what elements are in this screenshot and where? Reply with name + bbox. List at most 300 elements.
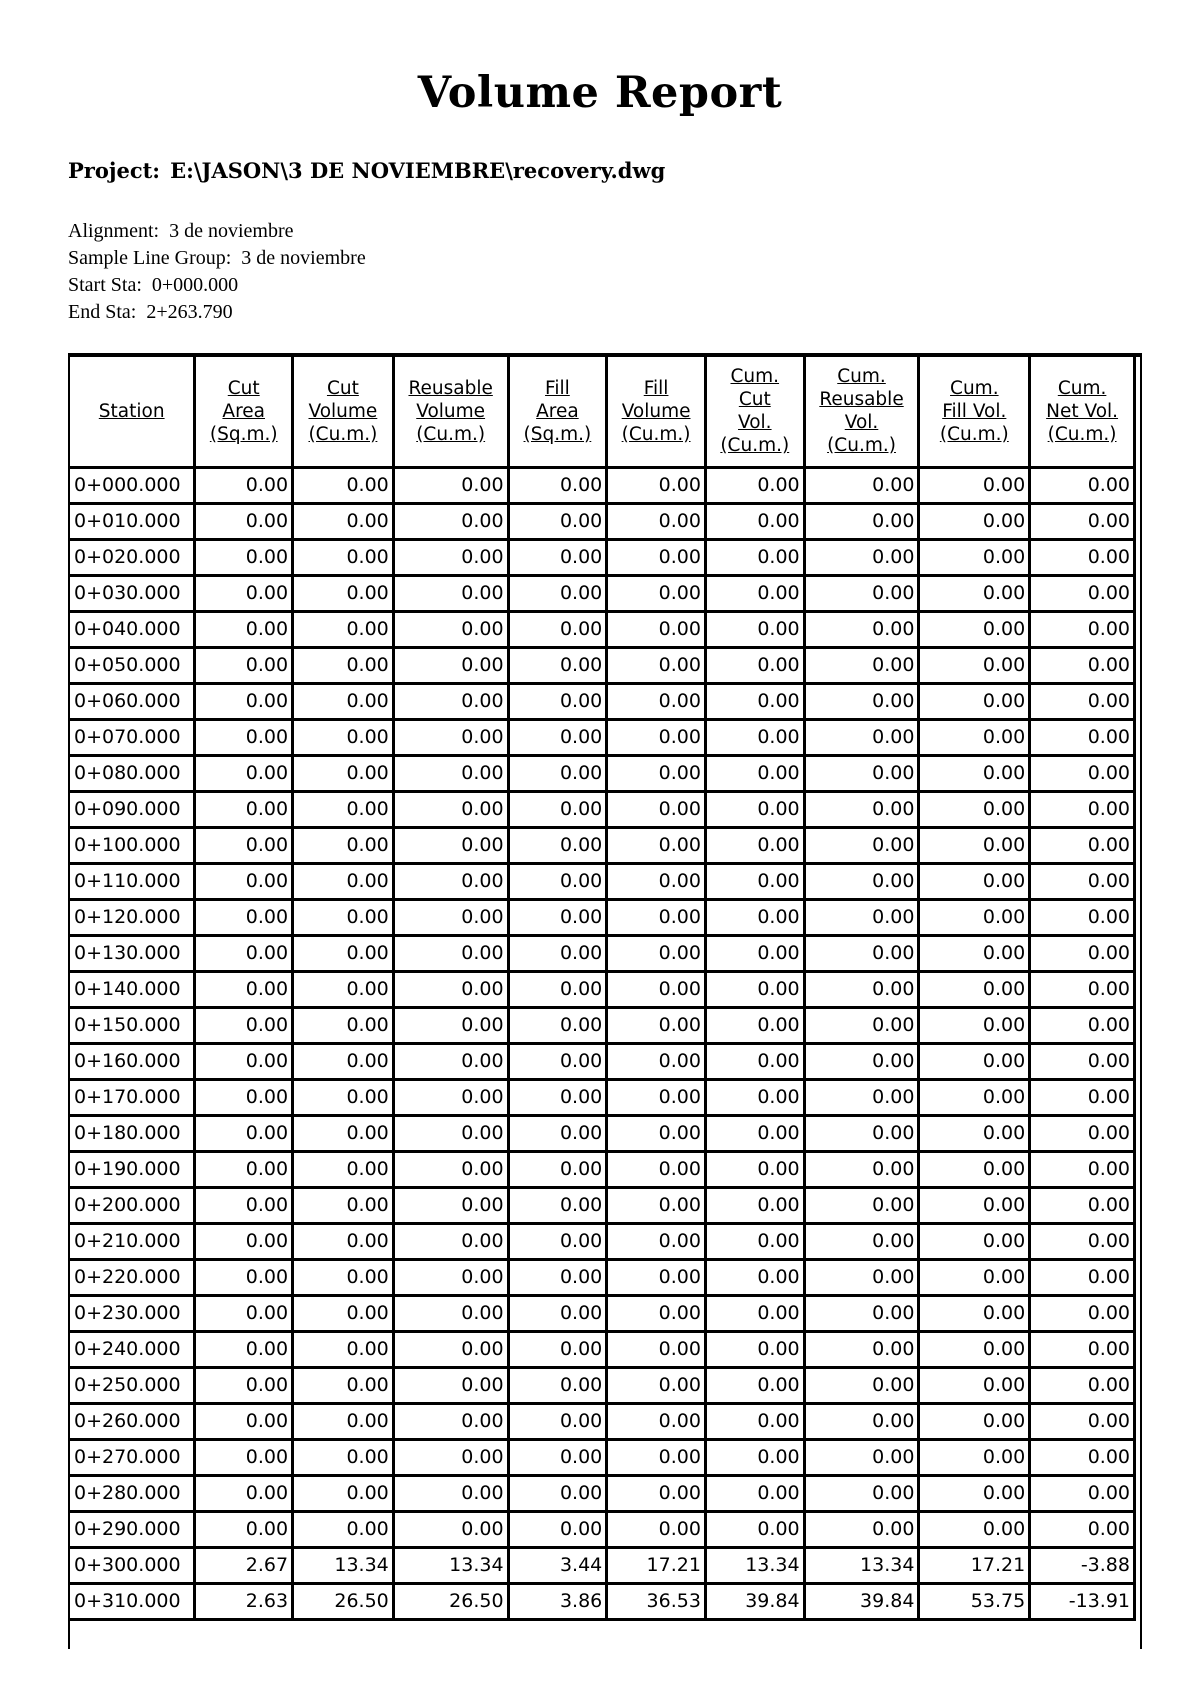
value-cell-cum-reusable-vol: 0.00 <box>804 611 919 647</box>
table-row <box>70 539 1135 575</box>
value-cell-fill-area: 0.00 <box>508 1367 607 1403</box>
value-cell-fill-area: 0.00 <box>508 1259 607 1295</box>
value-cell-cum-cut-vol: 0.00 <box>705 467 804 503</box>
value-cell-fill-area: 3.86 <box>508 1583 607 1619</box>
value-cell-cum-fill-vol: 0.00 <box>919 935 1030 971</box>
value-cell-cum-fill-vol: 0.00 <box>919 1439 1030 1475</box>
value-cell-cum-reusable-vol: 0.00 <box>804 899 919 935</box>
value-cell-reusable-volume: 0.00 <box>393 1043 508 1079</box>
value-cell-reusable-volume: 0.00 <box>393 1007 508 1043</box>
station-cell: 0+280.000 <box>70 1475 195 1511</box>
table-row <box>70 1043 1135 1079</box>
value-cell-fill-area: 0.00 <box>508 467 607 503</box>
table-row <box>70 1331 1135 1367</box>
column-header-line: Fill Vol. <box>942 400 1007 422</box>
column-header-cut-area <box>195 357 293 467</box>
column-header-line: (Cu.m.) <box>939 423 1009 445</box>
column-header-cum-cut-vol <box>705 357 804 467</box>
value-cell-cut-area: 0.00 <box>195 755 293 791</box>
value-cell-fill-area: 0.00 <box>508 683 607 719</box>
value-cell-cut-area: 0.00 <box>195 1403 293 1439</box>
value-cell-cum-net-vol: 0.00 <box>1030 1511 1135 1547</box>
value-cell-cum-net-vol: 0.00 <box>1030 791 1135 827</box>
value-cell-fill-area: 0.00 <box>508 1511 607 1547</box>
value-cell-cum-reusable-vol: 0.00 <box>804 971 919 1007</box>
value-cell-fill-volume: 0.00 <box>607 1007 706 1043</box>
value-cell-cum-fill-vol: 0.00 <box>919 1043 1030 1079</box>
table-row <box>70 1439 1135 1475</box>
value-cell-cum-cut-vol: 0.00 <box>705 1259 804 1295</box>
station-cell: 0+020.000 <box>70 539 195 575</box>
value-cell-cut-area: 0.00 <box>195 539 293 575</box>
value-cell-cut-area: 0.00 <box>195 935 293 971</box>
value-cell-cum-cut-vol: 13.34 <box>705 1547 804 1583</box>
value-cell-cut-area: 0.00 <box>195 611 293 647</box>
value-cell-cut-volume: 0.00 <box>293 503 394 539</box>
value-cell-fill-area: 0.00 <box>508 1475 607 1511</box>
value-cell-fill-volume: 0.00 <box>607 1367 706 1403</box>
value-cell-cut-volume: 0.00 <box>293 1223 394 1259</box>
value-cell-cut-area: 0.00 <box>195 827 293 863</box>
value-cell-fill-area: 0.00 <box>508 791 607 827</box>
value-cell-cum-fill-vol: 0.00 <box>919 539 1030 575</box>
column-header-fill-volume <box>607 357 706 467</box>
column-header-line: Cum. <box>950 377 999 399</box>
value-cell-cut-volume: 26.50 <box>293 1583 394 1619</box>
table-row <box>70 503 1135 539</box>
value-cell-reusable-volume: 0.00 <box>393 503 508 539</box>
value-cell-cut-volume: 0.00 <box>293 575 394 611</box>
value-cell-cum-net-vol: -13.91 <box>1030 1583 1135 1619</box>
value-cell-cut-area: 0.00 <box>195 1115 293 1151</box>
column-header-line: Cut <box>326 377 359 399</box>
value-cell-fill-volume: 0.00 <box>607 1439 706 1475</box>
value-cell-reusable-volume: 0.00 <box>393 899 508 935</box>
value-cell-cum-cut-vol: 0.00 <box>705 611 804 647</box>
alignment-line: Alignment: 3 de noviembre <box>68 220 294 242</box>
value-cell-cum-reusable-vol: 0.00 <box>804 647 919 683</box>
value-cell-cum-net-vol: 0.00 <box>1030 863 1135 899</box>
value-cell-reusable-volume: 0.00 <box>393 863 508 899</box>
value-cell-cut-volume: 0.00 <box>293 899 394 935</box>
value-cell-fill-area: 0.00 <box>508 539 607 575</box>
value-cell-cum-cut-vol: 0.00 <box>705 827 804 863</box>
value-cell-cum-fill-vol: 0.00 <box>919 863 1030 899</box>
value-cell-cut-volume: 0.00 <box>293 647 394 683</box>
column-header-reusable-volume <box>393 357 508 467</box>
value-cell-cut-volume: 0.00 <box>293 1259 394 1295</box>
value-cell-cum-reusable-vol: 0.00 <box>804 1403 919 1439</box>
column-header-line: Station <box>98 400 165 422</box>
column-header-line: (Sq.m.) <box>209 423 278 445</box>
value-cell-fill-area: 0.00 <box>508 1223 607 1259</box>
value-cell-reusable-volume: 0.00 <box>393 1439 508 1475</box>
value-cell-cut-area: 0.00 <box>195 1475 293 1511</box>
station-cell: 0+260.000 <box>70 1403 195 1439</box>
value-cell-cum-cut-vol: 0.00 <box>705 1115 804 1151</box>
value-cell-cum-net-vol: 0.00 <box>1030 899 1135 935</box>
table-row <box>70 1511 1135 1547</box>
value-cell-fill-area: 0.00 <box>508 1115 607 1151</box>
value-cell-reusable-volume: 0.00 <box>393 1367 508 1403</box>
value-cell-fill-volume: 0.00 <box>607 1295 706 1331</box>
value-cell-fill-area: 0.00 <box>508 647 607 683</box>
table-row <box>70 1583 1135 1619</box>
value-cell-reusable-volume: 0.00 <box>393 827 508 863</box>
value-cell-cum-cut-vol: 0.00 <box>705 647 804 683</box>
table-row <box>70 1187 1135 1223</box>
value-cell-cum-net-vol: 0.00 <box>1030 467 1135 503</box>
value-cell-cum-reusable-vol: 0.00 <box>804 1295 919 1331</box>
value-cell-reusable-volume: 0.00 <box>393 1223 508 1259</box>
value-cell-cum-net-vol: 0.00 <box>1030 971 1135 1007</box>
table-body <box>70 467 1135 1619</box>
column-header-line: (Sq.m.) <box>523 423 592 445</box>
value-cell-fill-area: 0.00 <box>508 1151 607 1187</box>
value-cell-cum-fill-vol: 17.21 <box>919 1547 1030 1583</box>
value-cell-reusable-volume: 0.00 <box>393 1511 508 1547</box>
value-cell-cut-area: 0.00 <box>195 1295 293 1331</box>
value-cell-fill-volume: 0.00 <box>607 1151 706 1187</box>
value-cell-cut-volume: 0.00 <box>293 1007 394 1043</box>
table-row <box>70 1259 1135 1295</box>
value-cell-cum-fill-vol: 0.00 <box>919 1331 1030 1367</box>
value-cell-cum-fill-vol: 0.00 <box>919 791 1030 827</box>
value-cell-cut-volume: 0.00 <box>293 863 394 899</box>
value-cell-cum-cut-vol: 0.00 <box>705 935 804 971</box>
value-cell-cut-area: 0.00 <box>195 1007 293 1043</box>
value-cell-reusable-volume: 26.50 <box>393 1583 508 1619</box>
value-cell-fill-volume: 0.00 <box>607 755 706 791</box>
column-header-line: (Cu.m.) <box>827 435 896 457</box>
value-cell-fill-area: 0.00 <box>508 827 607 863</box>
value-cell-cum-cut-vol: 0.00 <box>705 719 804 755</box>
value-cell-fill-volume: 0.00 <box>607 683 706 719</box>
value-cell-cum-net-vol: 0.00 <box>1030 1295 1135 1331</box>
table-row <box>70 575 1135 611</box>
value-cell-cum-cut-vol: 0.00 <box>705 791 804 827</box>
value-cell-cut-area: 0.00 <box>195 863 293 899</box>
value-cell-cum-cut-vol: 0.00 <box>705 899 804 935</box>
value-cell-fill-volume: 0.00 <box>607 827 706 863</box>
value-cell-reusable-volume: 0.00 <box>393 755 508 791</box>
value-cell-cum-reusable-vol: 39.84 <box>804 1583 919 1619</box>
value-cell-reusable-volume: 0.00 <box>393 467 508 503</box>
column-header-line: Area <box>536 400 579 422</box>
column-header-line: Fill <box>643 377 669 399</box>
value-cell-cum-fill-vol: 0.00 <box>919 827 1030 863</box>
value-cell-cut-area: 0.00 <box>195 503 293 539</box>
value-cell-cut-volume: 0.00 <box>293 539 394 575</box>
end-station-line: End Sta: 2+263.790 <box>68 301 233 323</box>
value-cell-cum-fill-vol: 0.00 <box>919 683 1030 719</box>
value-cell-cum-reusable-vol: 0.00 <box>804 683 919 719</box>
table-row <box>70 1547 1135 1583</box>
value-cell-cut-volume: 13.34 <box>293 1547 394 1583</box>
station-cell: 0+060.000 <box>70 683 195 719</box>
station-cell: 0+090.000 <box>70 791 195 827</box>
station-cell: 0+150.000 <box>70 1007 195 1043</box>
value-cell-cum-reusable-vol: 0.00 <box>804 1439 919 1475</box>
value-cell-reusable-volume: 0.00 <box>393 1295 508 1331</box>
value-cell-reusable-volume: 0.00 <box>393 539 508 575</box>
value-cell-cum-fill-vol: 0.00 <box>919 1259 1030 1295</box>
value-cell-cum-fill-vol: 0.00 <box>919 467 1030 503</box>
value-cell-cum-cut-vol: 0.00 <box>705 1511 804 1547</box>
value-cell-cum-net-vol: 0.00 <box>1030 935 1135 971</box>
value-cell-fill-volume: 0.00 <box>607 575 706 611</box>
value-cell-cum-cut-vol: 0.00 <box>705 683 804 719</box>
value-cell-cut-area: 0.00 <box>195 971 293 1007</box>
value-cell-cut-volume: 0.00 <box>293 1115 394 1151</box>
station-cell: 0+220.000 <box>70 1259 195 1295</box>
value-cell-cum-fill-vol: 0.00 <box>919 1007 1030 1043</box>
column-header-station <box>70 357 195 467</box>
table-row <box>70 1151 1135 1187</box>
value-cell-cum-net-vol: 0.00 <box>1030 503 1135 539</box>
sample-line-group-line: Sample Line Group: 3 de noviembre <box>68 247 366 269</box>
value-cell-cum-fill-vol: 0.00 <box>919 647 1030 683</box>
value-cell-cum-reusable-vol: 0.00 <box>804 467 919 503</box>
station-cell: 0+120.000 <box>70 899 195 935</box>
value-cell-reusable-volume: 0.00 <box>393 647 508 683</box>
value-cell-reusable-volume: 0.00 <box>393 1115 508 1151</box>
value-cell-cut-area: 0.00 <box>195 647 293 683</box>
value-cell-cut-area: 2.63 <box>195 1583 293 1619</box>
value-cell-cum-reusable-vol: 0.00 <box>804 539 919 575</box>
value-cell-cum-net-vol: 0.00 <box>1030 827 1135 863</box>
value-cell-reusable-volume: 0.00 <box>393 611 508 647</box>
value-cell-cut-area: 0.00 <box>195 1439 293 1475</box>
column-header-line: Area <box>222 400 265 422</box>
report-title: Volume Report <box>417 68 783 118</box>
value-cell-fill-area: 0.00 <box>508 719 607 755</box>
value-cell-cut-volume: 0.00 <box>293 683 394 719</box>
value-cell-fill-volume: 0.00 <box>607 503 706 539</box>
value-cell-cum-reusable-vol: 0.00 <box>804 1511 919 1547</box>
value-cell-cum-reusable-vol: 0.00 <box>804 1151 919 1187</box>
column-header-line: Reusable <box>819 389 904 411</box>
value-cell-cum-net-vol: 0.00 <box>1030 1331 1135 1367</box>
value-cell-cut-area: 0.00 <box>195 719 293 755</box>
value-cell-cum-fill-vol: 0.00 <box>919 575 1030 611</box>
table-row <box>70 827 1135 863</box>
value-cell-cut-area: 0.00 <box>195 791 293 827</box>
value-cell-cut-volume: 0.00 <box>293 1439 394 1475</box>
value-cell-cum-cut-vol: 0.00 <box>705 971 804 1007</box>
value-cell-cum-cut-vol: 0.00 <box>705 1295 804 1331</box>
value-cell-cum-cut-vol: 0.00 <box>705 1439 804 1475</box>
column-header-line: Cum. <box>730 366 780 388</box>
column-header-line: (Cu.m.) <box>621 423 691 445</box>
value-cell-cum-reusable-vol: 13.34 <box>804 1547 919 1583</box>
value-cell-fill-volume: 0.00 <box>607 647 706 683</box>
column-header-line: Volume <box>621 400 691 422</box>
value-cell-cum-net-vol: 0.00 <box>1030 1115 1135 1151</box>
value-cell-reusable-volume: 0.00 <box>393 791 508 827</box>
value-cell-cum-net-vol: 0.00 <box>1030 755 1135 791</box>
station-cell: 0+300.000 <box>70 1547 195 1583</box>
volume-table <box>70 357 1136 1621</box>
value-cell-cum-net-vol: 0.00 <box>1030 1151 1135 1187</box>
table-header-row <box>70 357 1135 467</box>
value-cell-cut-area: 0.00 <box>195 683 293 719</box>
station-cell: 0+180.000 <box>70 1115 195 1151</box>
value-cell-fill-volume: 0.00 <box>607 1259 706 1295</box>
column-header-line: (Cu.m.) <box>720 435 790 457</box>
value-cell-cum-fill-vol: 0.00 <box>919 899 1030 935</box>
column-header-line: (Cu.m.) <box>416 423 486 445</box>
value-cell-cum-cut-vol: 0.00 <box>705 1331 804 1367</box>
value-cell-cum-cut-vol: 0.00 <box>705 1367 804 1403</box>
value-cell-cum-fill-vol: 0.00 <box>919 755 1030 791</box>
value-cell-cum-reusable-vol: 0.00 <box>804 1007 919 1043</box>
value-cell-cum-fill-vol: 0.00 <box>919 1151 1030 1187</box>
value-cell-fill-volume: 0.00 <box>607 1511 706 1547</box>
column-header-cum-reusable-vol <box>804 357 919 467</box>
value-cell-cum-fill-vol: 53.75 <box>919 1583 1030 1619</box>
value-cell-fill-area: 3.44 <box>508 1547 607 1583</box>
column-header-line: Cum. <box>1057 377 1107 399</box>
value-cell-cum-cut-vol: 0.00 <box>705 1403 804 1439</box>
table-row <box>70 1079 1135 1115</box>
value-cell-cum-fill-vol: 0.00 <box>919 1367 1030 1403</box>
value-cell-cut-volume: 0.00 <box>293 1331 394 1367</box>
value-cell-fill-volume: 0.00 <box>607 863 706 899</box>
value-cell-cut-volume: 0.00 <box>293 467 394 503</box>
value-cell-cum-fill-vol: 0.00 <box>919 1403 1030 1439</box>
value-cell-cut-volume: 0.00 <box>293 827 394 863</box>
project-line <box>68 158 665 183</box>
value-cell-fill-area: 0.00 <box>508 1043 607 1079</box>
value-cell-cum-cut-vol: 0.00 <box>705 1079 804 1115</box>
value-cell-cum-fill-vol: 0.00 <box>919 971 1030 1007</box>
value-cell-cut-volume: 0.00 <box>293 1079 394 1115</box>
station-cell: 0+130.000 <box>70 935 195 971</box>
value-cell-reusable-volume: 0.00 <box>393 1331 508 1367</box>
value-cell-fill-area: 0.00 <box>508 1403 607 1439</box>
value-cell-fill-volume: 0.00 <box>607 719 706 755</box>
value-cell-cum-net-vol: 0.00 <box>1030 1403 1135 1439</box>
value-cell-cut-volume: 0.00 <box>293 971 394 1007</box>
column-header-line: Volume <box>308 400 378 422</box>
table-row <box>70 1115 1135 1151</box>
value-cell-cum-net-vol: 0.00 <box>1030 575 1135 611</box>
value-cell-cut-volume: 0.00 <box>293 755 394 791</box>
value-cell-fill-area: 0.00 <box>508 935 607 971</box>
station-cell: 0+010.000 <box>70 503 195 539</box>
value-cell-reusable-volume: 0.00 <box>393 1151 508 1187</box>
column-header-cum-fill-vol <box>919 357 1030 467</box>
value-cell-fill-area: 0.00 <box>508 575 607 611</box>
value-cell-cum-net-vol: 0.00 <box>1030 611 1135 647</box>
value-cell-cut-volume: 0.00 <box>293 1511 394 1547</box>
value-cell-cut-area: 0.00 <box>195 1259 293 1295</box>
value-cell-cut-area: 0.00 <box>195 1511 293 1547</box>
value-cell-cum-reusable-vol: 0.00 <box>804 935 919 971</box>
station-cell: 0+270.000 <box>70 1439 195 1475</box>
value-cell-cut-volume: 0.00 <box>293 1187 394 1223</box>
value-cell-cum-reusable-vol: 0.00 <box>804 1223 919 1259</box>
value-cell-reusable-volume: 0.00 <box>393 1259 508 1295</box>
value-cell-fill-volume: 0.00 <box>607 1331 706 1367</box>
column-header-line: (Cu.m.) <box>1047 423 1117 445</box>
volume-table-frame <box>68 353 1142 1649</box>
start-station-line: Start Sta: 0+000.000 <box>68 274 239 296</box>
value-cell-cum-reusable-vol: 0.00 <box>804 1331 919 1367</box>
table-row <box>70 467 1135 503</box>
value-cell-cum-reusable-vol: 0.00 <box>804 1367 919 1403</box>
value-cell-cum-reusable-vol: 0.00 <box>804 755 919 791</box>
value-cell-fill-volume: 0.00 <box>607 1475 706 1511</box>
value-cell-cum-net-vol: 0.00 <box>1030 1475 1135 1511</box>
value-cell-cum-fill-vol: 0.00 <box>919 1475 1030 1511</box>
column-header-line: Fill <box>545 377 570 399</box>
value-cell-cum-net-vol: -3.88 <box>1030 1547 1135 1583</box>
value-cell-fill-area: 0.00 <box>508 1187 607 1223</box>
value-cell-fill-volume: 0.00 <box>607 1115 706 1151</box>
station-cell: 0+310.000 <box>70 1583 195 1619</box>
value-cell-fill-area: 0.00 <box>508 1295 607 1331</box>
value-cell-reusable-volume: 0.00 <box>393 971 508 1007</box>
value-cell-cum-net-vol: 0.00 <box>1030 1043 1135 1079</box>
value-cell-cum-reusable-vol: 0.00 <box>804 1259 919 1295</box>
column-header-line: Net Vol. <box>1046 400 1119 422</box>
value-cell-fill-volume: 36.53 <box>607 1583 706 1619</box>
table-row <box>70 1403 1135 1439</box>
value-cell-reusable-volume: 13.34 <box>393 1547 508 1583</box>
value-cell-reusable-volume: 0.00 <box>393 1187 508 1223</box>
value-cell-cut-area: 0.00 <box>195 1223 293 1259</box>
report-meta <box>68 218 366 326</box>
value-cell-cut-area: 0.00 <box>195 1043 293 1079</box>
value-cell-cut-area: 0.00 <box>195 1151 293 1187</box>
value-cell-cut-volume: 0.00 <box>293 1367 394 1403</box>
station-cell: 0+080.000 <box>70 755 195 791</box>
value-cell-fill-area: 0.00 <box>508 1331 607 1367</box>
value-cell-fill-volume: 17.21 <box>607 1547 706 1583</box>
value-cell-cut-area: 0.00 <box>195 1331 293 1367</box>
value-cell-cut-volume: 0.00 <box>293 1475 394 1511</box>
value-cell-reusable-volume: 0.00 <box>393 1403 508 1439</box>
value-cell-cum-net-vol: 0.00 <box>1030 539 1135 575</box>
value-cell-cut-volume: 0.00 <box>293 1403 394 1439</box>
column-header-line: Vol. <box>738 412 772 434</box>
column-header-line: Cut <box>738 389 771 411</box>
value-cell-fill-volume: 0.00 <box>607 611 706 647</box>
station-cell: 0+190.000 <box>70 1151 195 1187</box>
column-header-line: Volume <box>416 400 486 422</box>
table-row <box>70 1475 1135 1511</box>
value-cell-cum-reusable-vol: 0.00 <box>804 503 919 539</box>
value-cell-cum-cut-vol: 0.00 <box>705 1007 804 1043</box>
value-cell-cut-volume: 0.00 <box>293 935 394 971</box>
value-cell-cum-net-vol: 0.00 <box>1030 1259 1135 1295</box>
table-row <box>70 971 1135 1007</box>
value-cell-cum-cut-vol: 0.00 <box>705 1187 804 1223</box>
value-cell-cum-fill-vol: 0.00 <box>919 1079 1030 1115</box>
value-cell-fill-volume: 0.00 <box>607 1403 706 1439</box>
table-row <box>70 1295 1135 1331</box>
value-cell-cum-fill-vol: 0.00 <box>919 1115 1030 1151</box>
value-cell-cum-reusable-vol: 0.00 <box>804 791 919 827</box>
column-header-fill-area <box>508 357 607 467</box>
value-cell-cum-reusable-vol: 0.00 <box>804 1043 919 1079</box>
value-cell-fill-volume: 0.00 <box>607 1187 706 1223</box>
station-cell: 0+210.000 <box>70 1223 195 1259</box>
value-cell-cum-reusable-vol: 0.00 <box>804 827 919 863</box>
value-cell-fill-area: 0.00 <box>508 863 607 899</box>
